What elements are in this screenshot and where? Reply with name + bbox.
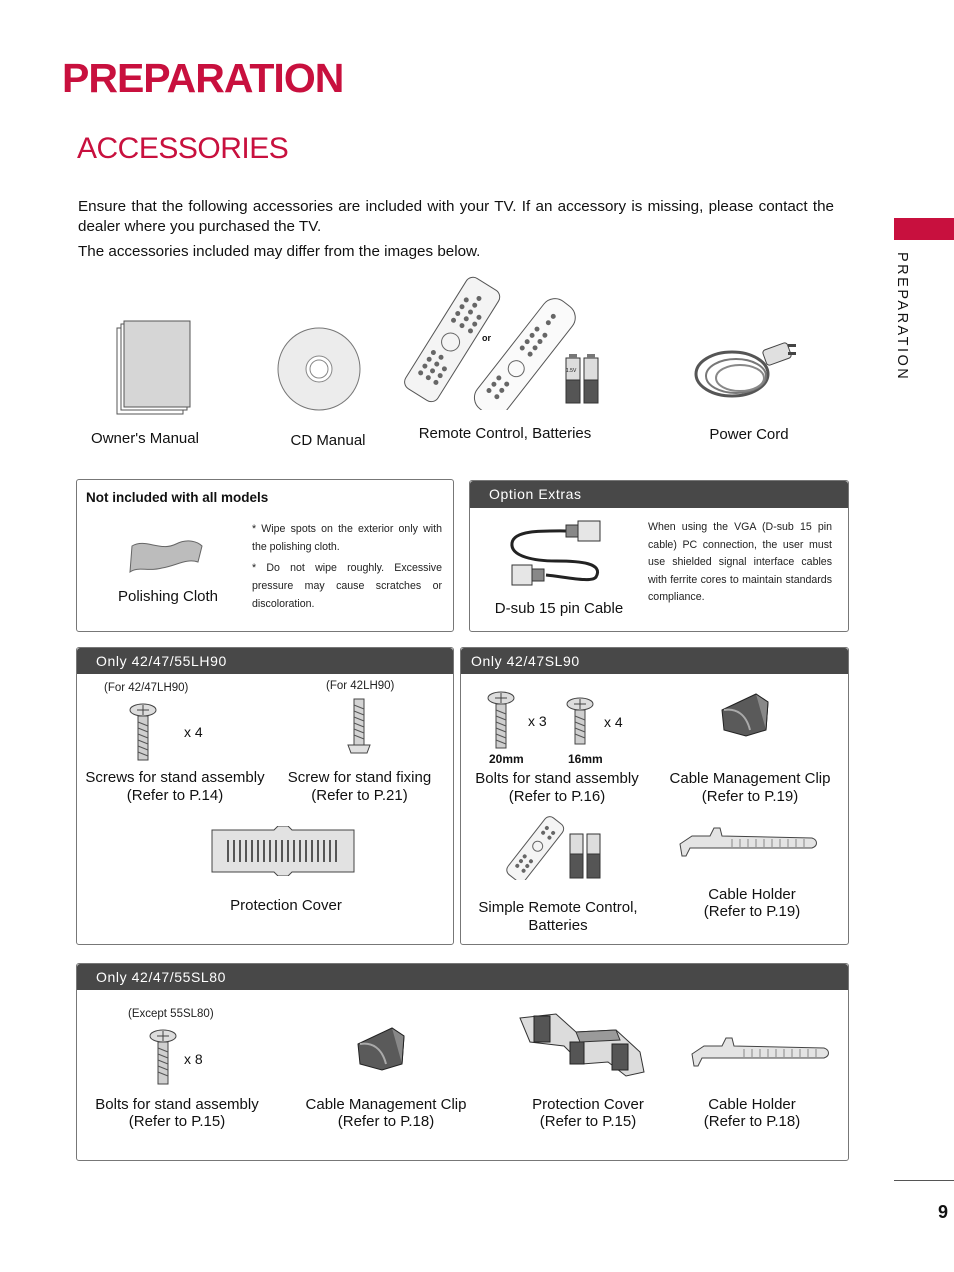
bolt-16mm-icon bbox=[563, 696, 597, 748]
sl80-heading: Only 42/47/55SL80 bbox=[77, 964, 848, 990]
battery-voltage-label: 1.5V bbox=[566, 368, 577, 374]
sl80-clip-icon bbox=[352, 1024, 408, 1074]
vga-note: When using the VGA (D-sub 15 pin cable) PC connection, the user must use shielded signal interface cables with ferrite cores to maintain standards compliance. bbox=[648, 521, 832, 603]
lh90-fixing-label: Screw for stand fixing bbox=[287, 769, 432, 786]
remote-control-icon bbox=[398, 270, 608, 410]
lh90-screws-label: Screws for stand assembly bbox=[85, 769, 265, 786]
option-extras-heading: Option Extras bbox=[470, 481, 848, 508]
sl80-bolts-ref: (Refer to P.15) bbox=[128, 1113, 226, 1130]
sl90-clip-label: Cable Management Clip bbox=[669, 770, 831, 787]
sl80-holder-ref: (Refer to P.18) bbox=[703, 1113, 801, 1130]
remote-control-label: Remote Control, Batteries bbox=[418, 425, 592, 442]
sl90-holder-label: Cable Holder bbox=[708, 886, 796, 903]
d-sub-cable-icon bbox=[506, 515, 610, 591]
intro-note: The accessories included may differ from the images below. bbox=[78, 243, 481, 260]
sl80-bolts-qty: x 8 bbox=[184, 1051, 203, 1067]
sl90-qty-16mm: x 4 bbox=[604, 714, 623, 730]
sl80-cable-holder-icon bbox=[688, 1036, 832, 1072]
section-title: ACCESSORIES bbox=[77, 132, 289, 165]
lh90-fixing-note: (For 42LH90) bbox=[326, 680, 395, 692]
cable-holder-icon bbox=[676, 826, 820, 862]
owners-manual-icon bbox=[115, 320, 193, 416]
power-cord-icon bbox=[690, 340, 802, 404]
cloth-note-1: * Wipe spots on the exterior only with the polishing cloth. bbox=[252, 523, 442, 553]
page-number: 9 bbox=[937, 1202, 948, 1222]
sl90-heading: Only 42/47SL90 bbox=[461, 648, 848, 674]
sl80-cover-label: Protection Cover bbox=[532, 1096, 644, 1113]
cable-clip-icon bbox=[716, 690, 772, 740]
size-16mm-label: 16mm bbox=[568, 752, 603, 766]
fixing-screw-icon bbox=[345, 697, 373, 757]
sl90-clip-ref: (Refer to P.19) bbox=[701, 788, 799, 805]
bolt-20mm-icon bbox=[484, 690, 518, 752]
simple-remote-icon bbox=[506, 816, 606, 880]
lh90-screws-note: (For 42/47LH90) bbox=[104, 682, 189, 694]
sl80-bolt-icon bbox=[146, 1028, 180, 1088]
power-cord-label: Power Cord bbox=[709, 426, 789, 443]
lh90-fixing-ref: (Refer to P.21) bbox=[311, 787, 408, 804]
side-tab-label: PREPARATION bbox=[894, 252, 910, 382]
polishing-cloth-label: Polishing Cloth bbox=[117, 588, 219, 605]
sl80-protection-cover-icon bbox=[516, 1010, 650, 1082]
simple-remote-label-2: Batteries bbox=[528, 917, 588, 934]
sl80-clip-label: Cable Management Clip bbox=[305, 1096, 467, 1113]
polishing-cloth-icon bbox=[126, 532, 206, 576]
cd-icon bbox=[276, 326, 362, 412]
size-20mm-label: 20mm bbox=[489, 752, 524, 766]
owners-manual-label: Owner's Manual bbox=[91, 430, 199, 447]
d-sub-cable-label: D-sub 15 pin Cable bbox=[494, 600, 624, 617]
footer-rule bbox=[894, 1180, 954, 1181]
sl90-bolts-ref: (Refer to P.16) bbox=[508, 788, 606, 805]
sl80-holder-label: Cable Holder bbox=[708, 1096, 796, 1113]
sl80-clip-ref: (Refer to P.18) bbox=[337, 1113, 435, 1130]
lh90-screws-qty: x 4 bbox=[184, 724, 203, 740]
side-tab-marker bbox=[894, 218, 954, 240]
lh90-protection-cover-label: Protection Cover bbox=[230, 897, 342, 914]
sl90-qty-20mm: x 3 bbox=[528, 713, 547, 729]
sl90-bolts-label: Bolts for stand assembly bbox=[475, 770, 639, 787]
or-label: or bbox=[482, 333, 491, 343]
intro-paragraph: Ensure that the following accessories are included with your TV. If an accessory is missing, please contact the dealer where you purchased the TV. bbox=[78, 198, 834, 235]
lh90-screws-ref: (Refer to P.14) bbox=[126, 787, 224, 804]
sl80-cover-ref: (Refer to P.15) bbox=[539, 1113, 637, 1130]
sl80-bolts-note: (Except 55SL80) bbox=[128, 1008, 214, 1020]
lh90-heading: Only 42/47/55LH90 bbox=[77, 648, 453, 674]
screw-icon bbox=[126, 702, 160, 764]
cloth-note-2: * Do not wipe roughly. Excessive pressure may cause scratches or discoloration. bbox=[252, 562, 442, 610]
protection-cover-icon bbox=[210, 826, 356, 876]
sl90-holder-ref: (Refer to P.19) bbox=[703, 903, 801, 920]
cd-manual-label: CD Manual bbox=[290, 432, 366, 449]
not-included-heading: Not included with all models bbox=[86, 490, 269, 505]
sl80-bolts-label: Bolts for stand assembly bbox=[95, 1096, 259, 1113]
page-title: PREPARATION bbox=[62, 55, 344, 101]
simple-remote-label: Simple Remote Control, bbox=[478, 899, 638, 916]
